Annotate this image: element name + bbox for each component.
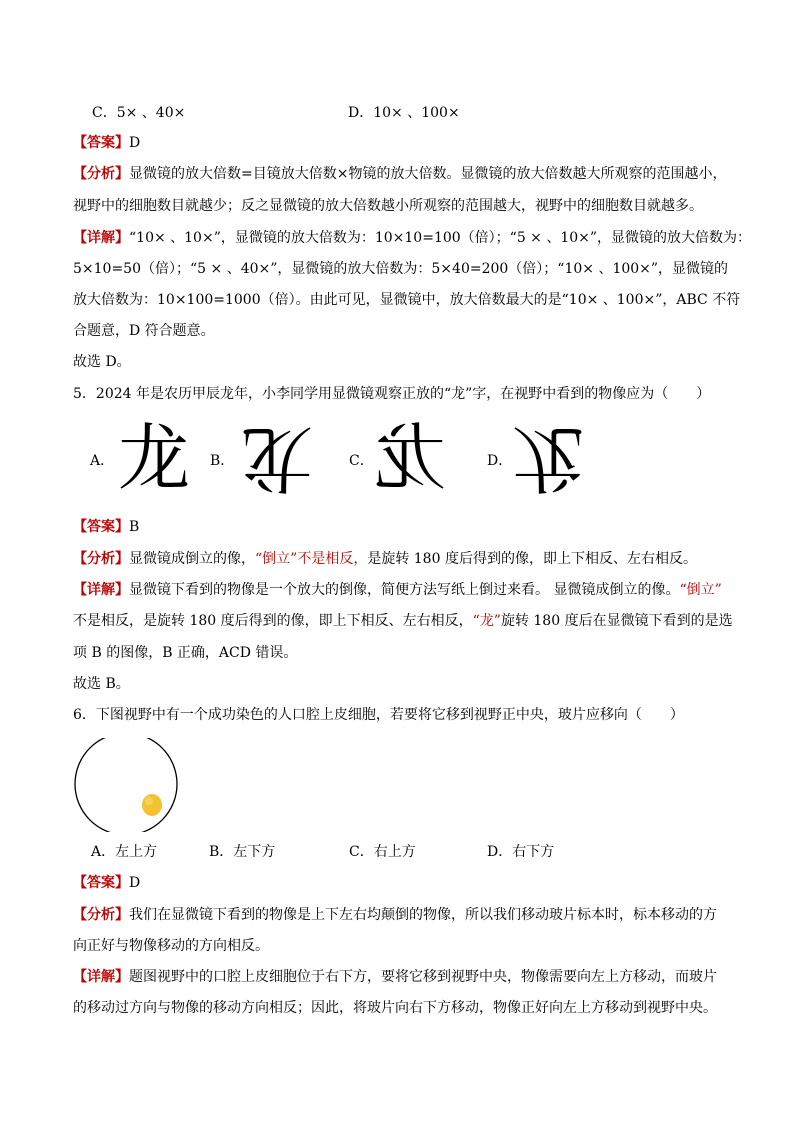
q4-option-d: D．10× 、100× — [348, 105, 460, 121]
q5-option-b-label: B． — [210, 453, 235, 469]
q4-detail-line-3: 放大倍数为：10×100=1000（倍）。由此可见，显微镜中，放大倍数最大的是“10× 、100×”，ABC 不符 — [73, 292, 741, 308]
q6-detail-line-2: 的移动过方向与物像的移动方向相反；因此，将玻片向右下方移动，物像正好向左上方移动到视野中央。 — [73, 1000, 717, 1016]
q6-analysis-line-2: 向正好与物像移动的方向相反。 — [73, 938, 269, 954]
analysis-text: 我们在显微镜下看到的物像是上下左右均颠倒的物像，所以我们移动玻片标本时，标本移动的方 — [129, 907, 717, 923]
analysis-tag: 【分析】 — [73, 907, 129, 923]
analysis-tag: 【分析】 — [73, 166, 129, 182]
q6-question: 6．下图视野中有一个成功染色的人口腔上皮细胞，若要将它移到视野正中央，玻片应移向（ ） — [73, 707, 684, 723]
detail-highlight: “倒立” — [679, 582, 722, 598]
answer-tag: 【答案】 — [73, 519, 129, 535]
q4-analysis-line-1 — [73, 164, 726, 184]
analysis-text-rest: 是旋转 180 度后得到的像，即上下相反、左右相反。 — [367, 551, 697, 567]
analysis-highlight: “倒立”不是相反， — [255, 551, 368, 567]
q5-option-b-glyph: 龙 — [241, 416, 314, 500]
q4-option-c: C．5× 、40× — [92, 105, 186, 121]
q6-option-a: A．左上方 — [91, 844, 158, 860]
cell-highlight — [145, 797, 153, 805]
q5-option-a-glyph: 龙 — [117, 416, 190, 500]
detail-highlight: “龙” — [472, 613, 501, 629]
q6-analysis-line-1 — [73, 905, 717, 925]
q4-conclusion: 故选 D。 — [73, 354, 131, 370]
q6-answer — [73, 873, 140, 893]
q5-option-a-label: A． — [90, 453, 115, 469]
q5-detail-line-3: 项 B 的图像，B 正确，ACD 错误。 — [73, 645, 298, 661]
detail-text-rest: 旋转 180 度后在显微镜下看到的是选 — [500, 613, 733, 629]
answer-tag: 【答案】 — [73, 875, 129, 891]
microscope-field-figure — [72, 738, 182, 832]
q5-answer — [73, 517, 139, 537]
q4-analysis-line-2: 视野中的细胞数目就越少；反之显微镜的放大倍数越小所观察的范围越大，视野中的细胞数目就越多。 — [73, 198, 703, 214]
q5-option-c-glyph: 龙 — [374, 416, 447, 500]
q6-detail-line-1 — [73, 967, 717, 987]
q6-option-c: C．右上方 — [349, 844, 416, 860]
q6-option-d: D．右下方 — [487, 844, 555, 860]
detail-tag: 【详解】 — [73, 582, 129, 598]
detail-tag: 【详解】 — [73, 230, 129, 246]
q5-option-c-label: C． — [349, 453, 374, 469]
analysis-text: 显微镜的放大倍数=目镜放大倍数×物镜的放大倍数。显微镜的放大倍数越大所观察的范围越小， — [129, 166, 727, 182]
q5-conclusion: 故选 B。 — [73, 676, 130, 692]
detail-text: 题图视野中的口腔上皮细胞位于右下方，要将它移到视野中央，物像需要向左上方移动，而玻片 — [129, 969, 717, 985]
field-of-view-circle — [75, 738, 177, 832]
q5-option-d-glyph: 龙 — [511, 416, 584, 500]
q4-detail-line-2: 5×10=50（倍）；“5 × 、40×”，显微镜的放大倍数为：5×40=200（倍）；“10× 、100×”，显微镜的 — [73, 261, 729, 277]
answer-value: D — [129, 135, 141, 151]
q5-analysis — [73, 549, 697, 569]
answer-value: D — [129, 875, 141, 891]
q5-question: 5．2024 年是农历甲辰龙年，小李同学用显微镜观察正放的“龙”字，在视野中看到的物像应为（ ） — [73, 386, 711, 402]
q4-answer — [73, 133, 140, 153]
q6-option-b: B．左下方 — [209, 844, 276, 860]
q4-detail-line-1 — [73, 228, 751, 248]
answer-value: B — [129, 519, 140, 535]
detail-tag: 【详解】 — [73, 969, 129, 985]
detail-text: 显微镜下看到的物像是一个放大的倒像，简便方法写纸上倒过来看。 显微镜成倒立的像。 — [129, 582, 680, 598]
detail-text: “10× 、10×”，显微镜的放大倍数为：10×10=100（倍）；“5 × 、10×”，显微镜的放大倍数为： — [129, 230, 752, 246]
q5-detail-line-2 — [73, 611, 733, 631]
q5-option-d-label: D． — [487, 453, 513, 469]
q4-detail-line-4: 合题意，D 符合题意。 — [73, 323, 215, 339]
analysis-text: 显微镜成倒立的像， — [129, 551, 255, 567]
epithelial-cell — [142, 794, 162, 816]
analysis-tag: 【分析】 — [73, 551, 129, 567]
detail-text: 不是相反，是旋转 180 度后得到的像，即上下相反、左右相反， — [73, 613, 473, 629]
answer-tag: 【答案】 — [73, 135, 129, 151]
q5-detail-line-1 — [73, 580, 722, 600]
